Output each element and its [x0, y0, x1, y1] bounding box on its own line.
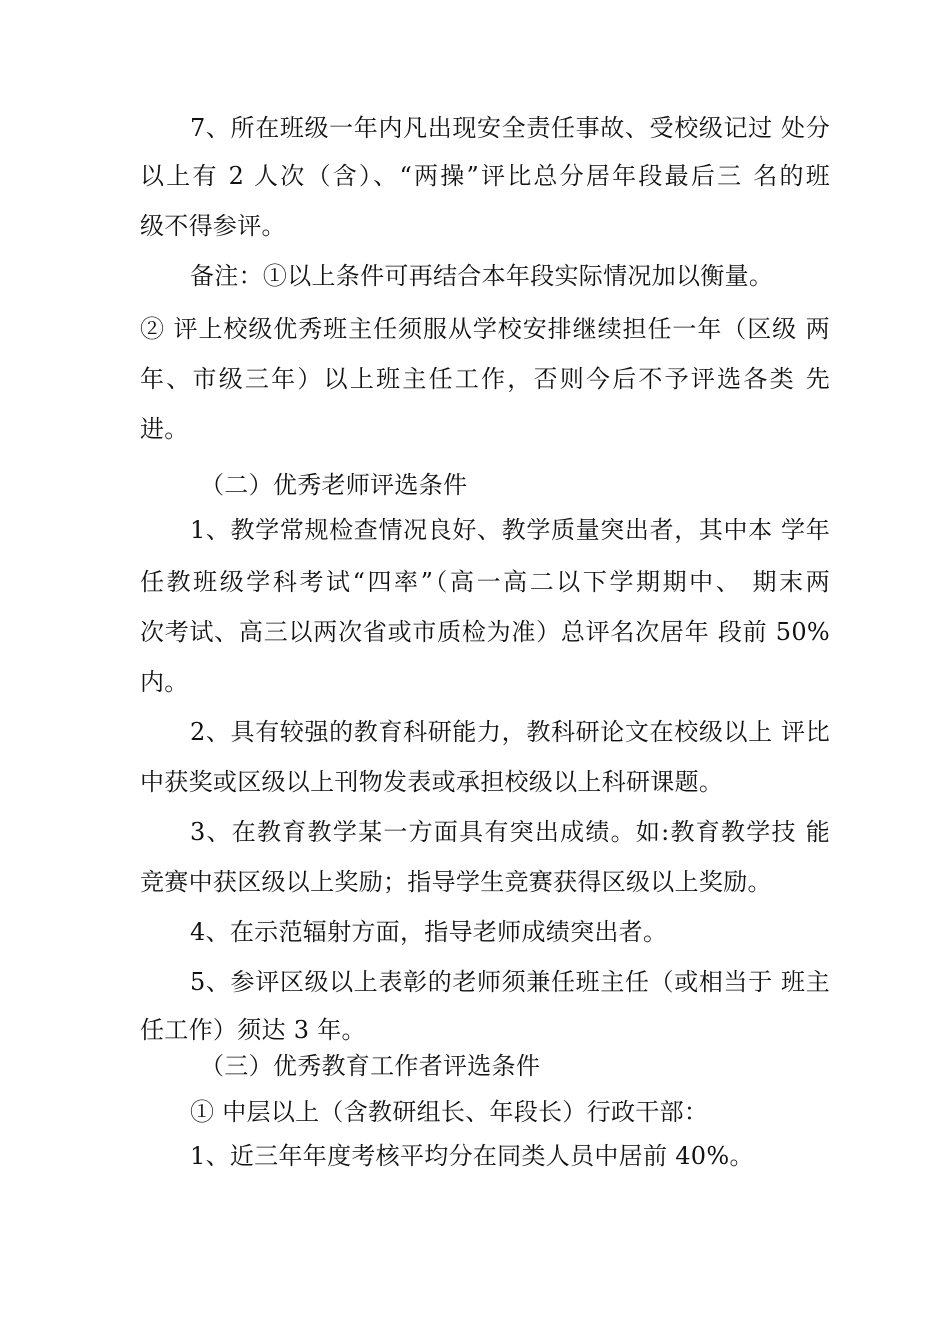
- paragraph-line: 级不得参评。: [140, 212, 286, 240]
- section-heading: （三）优秀教育工作者评选条件: [200, 1052, 541, 1080]
- section-heading: （二）优秀老师评选条件: [200, 471, 468, 499]
- paragraph-line: 任工作）须达 3 年。: [140, 1016, 366, 1044]
- paragraph-line: 1、近三年年度考核平均分在同类人员中居前 40%。: [190, 1142, 754, 1170]
- note-line: 年、市级三年）以上班主任工作，否则今后不予评选各类 先: [140, 365, 830, 393]
- paragraph-line: 1、教学常规检查情况良好、教学质量突出者，其中本 学年: [190, 516, 830, 544]
- paragraph-line: 2、具有较强的教育科研能力，教科研论文在校级以上 评比: [190, 718, 830, 746]
- paragraph-line: 竞赛中获区级以上奖励；指导学生竞赛获得区级以上奖励。: [140, 868, 772, 896]
- note-line: ② 评上校级优秀班主任须服从学校安排继续担任一年（区级 两: [140, 315, 830, 343]
- paragraph-line: 次考试、高三以两次省或市质检为准）总评名次居年 段前 50%: [140, 618, 830, 646]
- paragraph-line: 3、在教育教学某一方面具有突出成绩。如:教育教学技 能: [190, 818, 830, 846]
- paragraph-line: 7、所在班级一年内凡出现安全责任事故、受校级记过 处分: [190, 114, 830, 142]
- paragraph-line: 中获奖或区级以上刊物发表或承担校级以上科研课题。: [140, 768, 724, 796]
- paragraph-line: 4、在示范辐射方面，指导老师成绩突出者。: [190, 918, 668, 946]
- paragraph-line: 以上有 2 人次（含）、“两操”评比总分居年段最后三 名的班: [140, 162, 830, 190]
- paragraph-line: ① 中层以上（含教研组长、年段长）行政干部：: [190, 1098, 709, 1126]
- note-line: 备注：①以上条件可再结合本年段实际情况加以衡量。: [190, 262, 774, 290]
- paragraph-line: 内。: [140, 668, 189, 696]
- note-line: 进。: [140, 415, 189, 443]
- paragraph-line: 任教班级学科考试“四率”（高一高二以下学期期中、 期末两: [140, 568, 830, 596]
- paragraph-line: 5、参评区级以上表彰的老师须兼任班主任（或相当于 班主: [190, 968, 830, 996]
